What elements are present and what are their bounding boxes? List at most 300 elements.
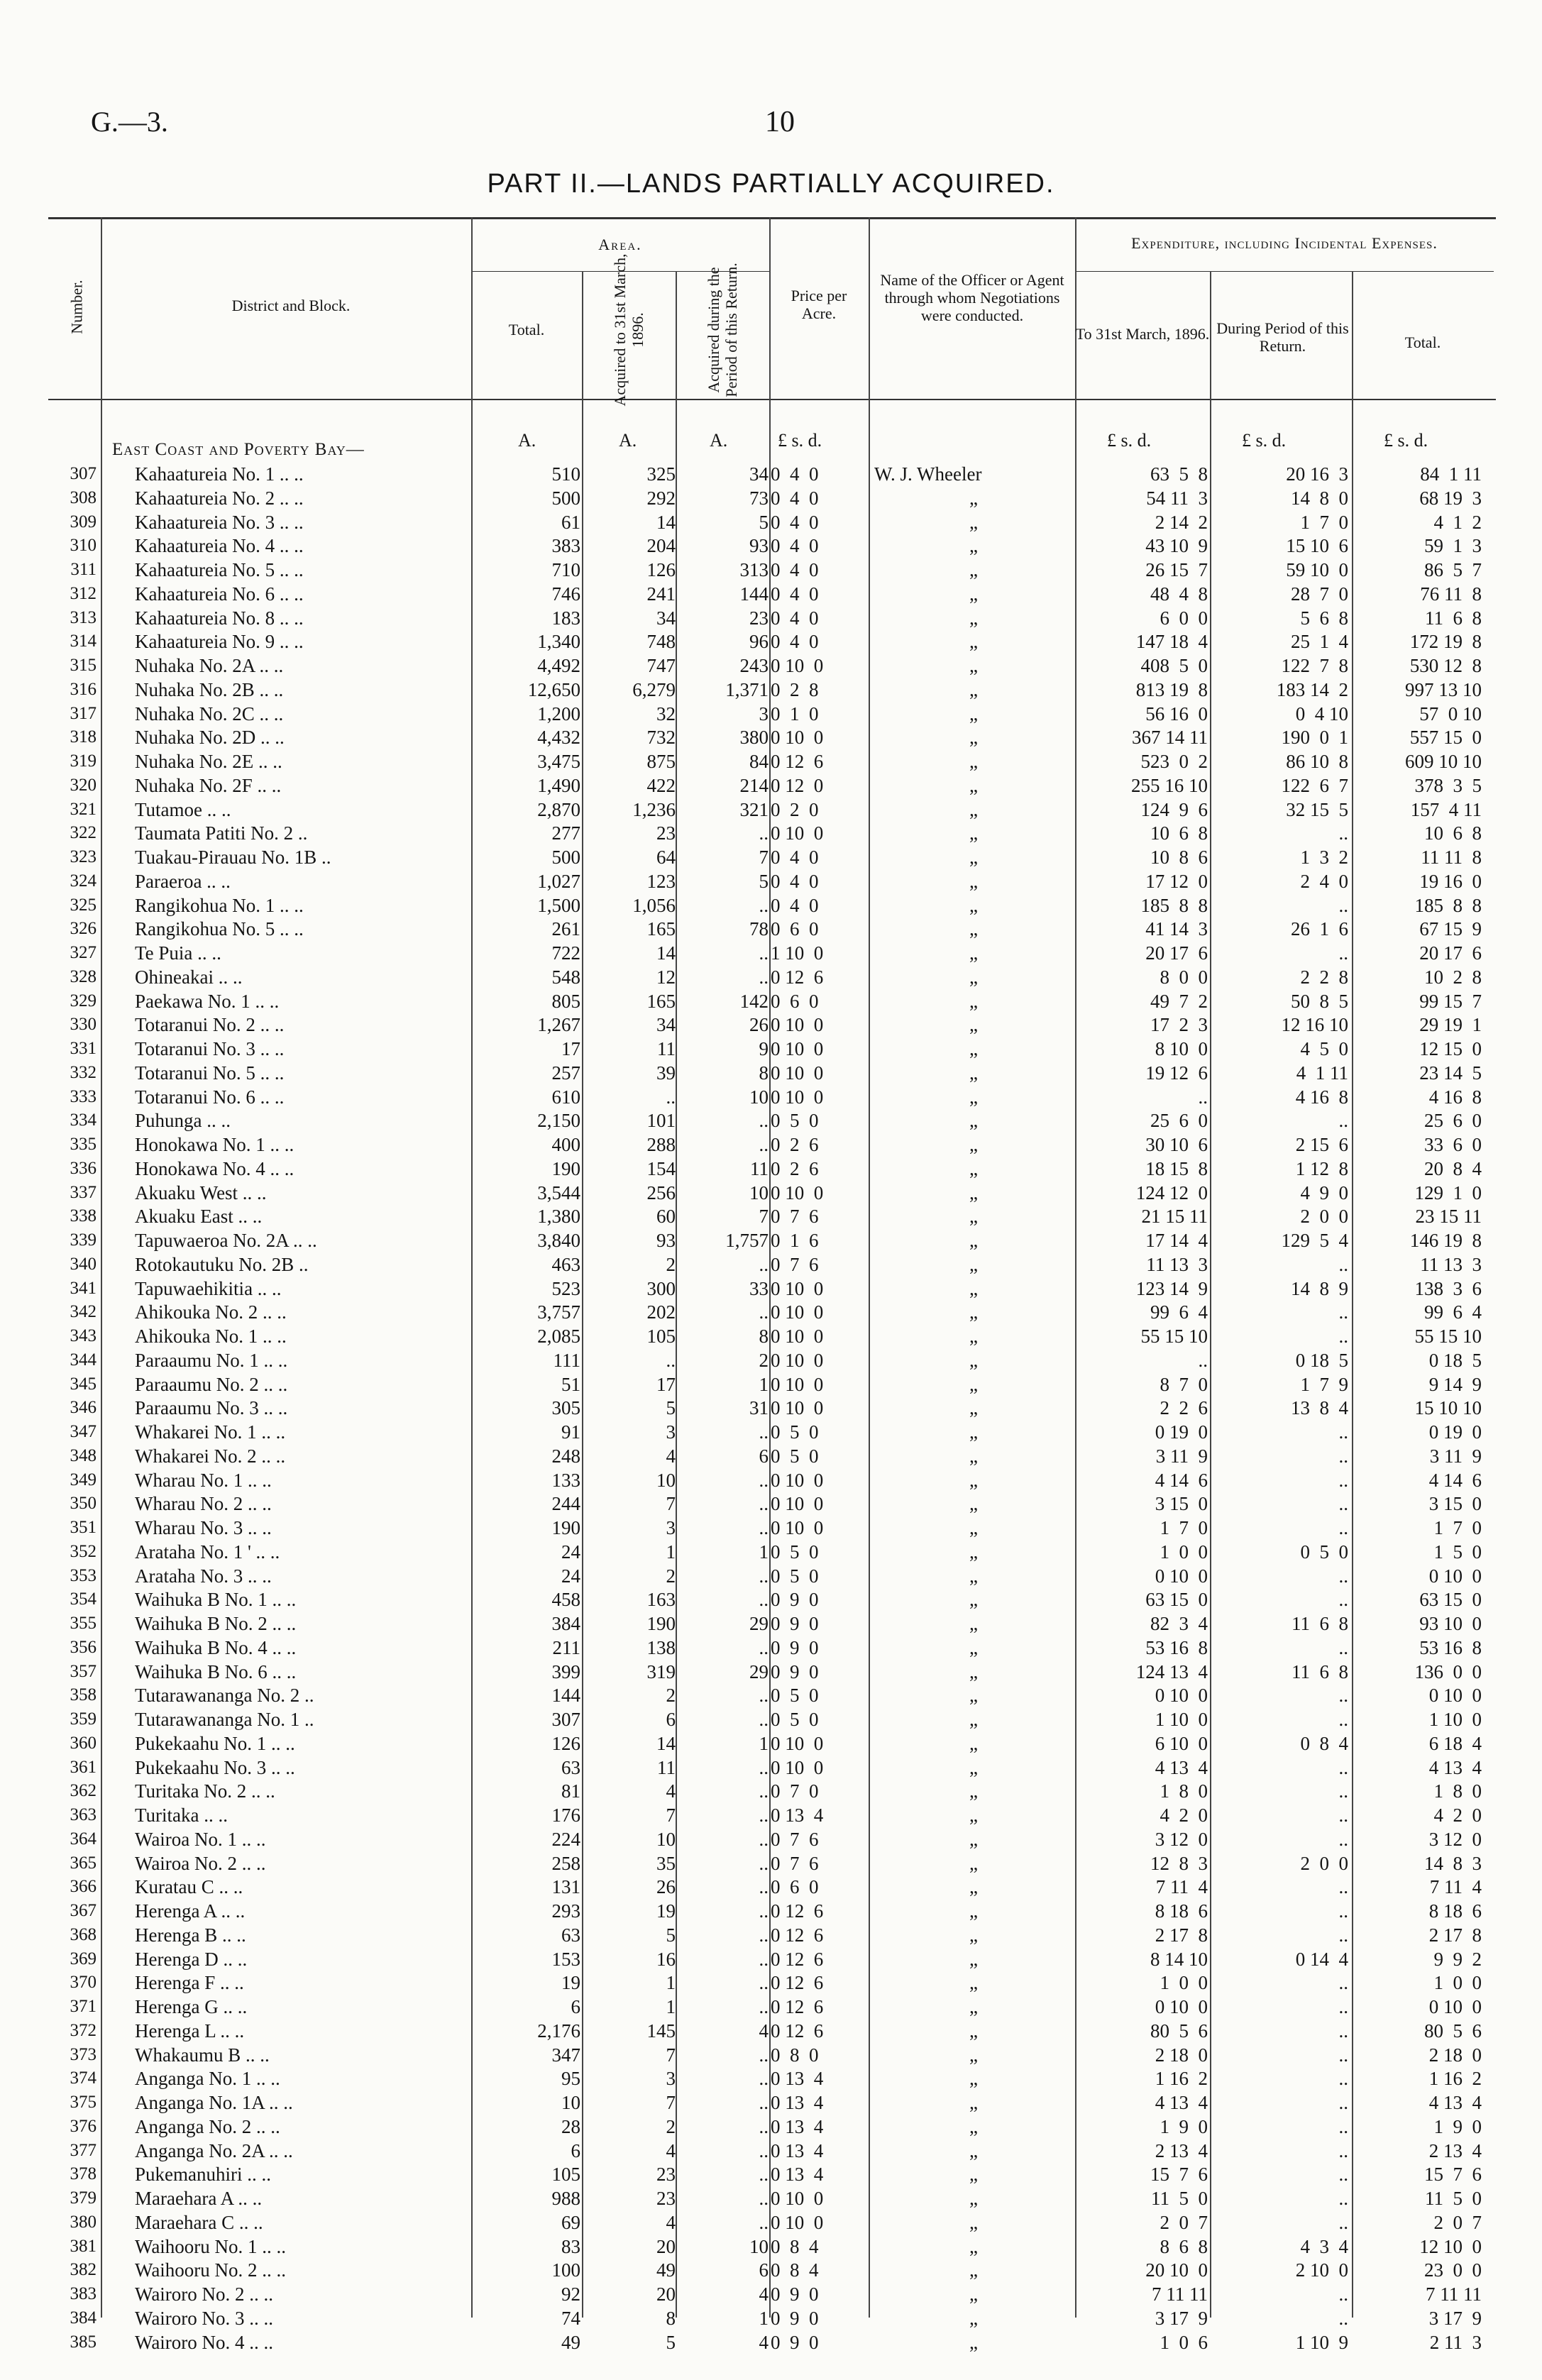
row-number: 340	[70, 1254, 97, 1274]
district-block: Kahaatureia No. 1 .. ..	[135, 463, 304, 485]
table-row	[0, 725, 1542, 749]
officer-name: „	[969, 894, 978, 916]
expenditure-subheader-rule	[1075, 271, 1494, 272]
price-per-acre: 0 4 0	[771, 487, 819, 509]
row-number: 318	[70, 727, 97, 747]
expenditure-to-march: 124 13 4	[1135, 1660, 1208, 1682]
price-per-acre: 0 10 0	[771, 655, 824, 676]
area-total: 144	[551, 1685, 580, 1707]
district-block: Wharau No. 1 .. ..	[135, 1469, 272, 1491]
price-per-acre: 0 12 6	[771, 2020, 824, 2042]
row-number: 357	[70, 1661, 97, 1681]
expenditure-total: 3 11 9	[1429, 1445, 1482, 1467]
expenditure-to-march: 8 7 0	[1160, 1373, 1208, 1395]
expenditure-during: 129 5 4	[1281, 1230, 1348, 1251]
area-total: 63	[561, 1924, 580, 1946]
area-acquired-to: 2	[666, 1253, 676, 1275]
price-per-acre: 0 10 0	[771, 1301, 824, 1323]
expenditure-during: ..	[1338, 942, 1348, 964]
expenditure-total: 86 5 7	[1424, 559, 1482, 580]
area-total: 4,432	[537, 727, 580, 749]
area-acquired-to: 319	[646, 1660, 676, 1682]
expenditure-total: 23 14 5	[1419, 1062, 1482, 1084]
district-block: Anganga No. 2 .. ..	[135, 2115, 280, 2137]
area-acquired-during: 1,371	[725, 678, 769, 700]
officer-name: „	[969, 1086, 978, 1108]
row-number: 333	[70, 1086, 97, 1106]
row-number: 317	[70, 703, 97, 723]
area-acquired-to: 23	[656, 822, 676, 844]
area-acquired-to: 49	[656, 2259, 676, 2281]
area-acquired-during: 10	[749, 1181, 769, 1203]
row-number: 363	[70, 1805, 97, 1824]
price-per-acre: 0 9 0	[771, 1660, 819, 1682]
row-number: 326	[70, 919, 97, 939]
area-acquired-to: 300	[646, 1277, 676, 1299]
area-acquired-to: ..	[666, 1086, 676, 1108]
area-acquired-during: 8	[759, 1062, 769, 1084]
table-row	[0, 1516, 1542, 1540]
area-acquired-during: 96	[749, 631, 769, 653]
district-block: Wharau No. 3 .. ..	[135, 1517, 272, 1538]
table-row	[0, 2258, 1542, 2282]
expenditure-total: 172 19 8	[1409, 631, 1482, 653]
expenditure-total: 7 11 11	[1426, 2283, 1482, 2305]
expenditure-to-march: 41 14 3	[1145, 918, 1208, 940]
area-acquired-to: 34	[656, 1014, 676, 1036]
area-acquired-during: 142	[739, 990, 769, 1012]
area-acquired-during: 73	[749, 487, 769, 509]
area-acquired-during: 6	[759, 2259, 769, 2281]
area-acquired-during: ..	[759, 1636, 769, 1658]
officer-name: „	[969, 1397, 978, 1419]
expenditure-to-march: 80 5 6	[1150, 2020, 1208, 2042]
area-acquired-during: 29	[749, 1613, 769, 1634]
price-per-acre: 0 7 0	[771, 1780, 819, 1802]
district-block: Paekawa No. 1 .. ..	[135, 990, 280, 1012]
area-total: 1,490	[537, 774, 580, 796]
expenditure-total: 1 0 0	[1433, 1972, 1482, 1994]
area-total: 3,840	[537, 1230, 580, 1251]
row-number: 368	[70, 1924, 97, 1944]
expenditure-to-march: 20 10 0	[1145, 2259, 1208, 2281]
expenditure-total: 6 18 4	[1428, 1732, 1482, 1754]
expenditure-during: ..	[1338, 1828, 1348, 1850]
expenditure-total: 146 19 8	[1409, 1230, 1482, 1251]
table-row	[0, 1540, 1542, 1564]
officer-name: „	[969, 918, 978, 940]
table-row	[0, 1324, 1542, 1348]
expenditure-to-march: 2 18 0	[1155, 2044, 1208, 2066]
price-per-acre: 0 4 0	[771, 535, 819, 557]
district-block: Rangikohua No. 1 .. ..	[135, 894, 304, 916]
expenditure-during: 122 6 7	[1281, 774, 1348, 796]
area-acquired-to: 138	[646, 1636, 676, 1658]
area-total: 6	[571, 1996, 580, 2017]
area-total: 3,544	[537, 1181, 580, 1203]
table-row	[0, 510, 1542, 534]
table-row	[0, 773, 1542, 798]
expenditure-to-march: ..	[1198, 1349, 1208, 1371]
price-per-acre: 0 1 0	[771, 703, 819, 725]
officer-name: „	[969, 2044, 978, 2066]
area-acquired-to: 2	[666, 1565, 676, 1587]
table-row	[0, 1277, 1542, 1301]
district-block: Taumata Patiti No. 2 ..	[135, 822, 308, 844]
officer-name: „	[969, 2139, 978, 2161]
expenditure-total: 2 17 8	[1428, 1924, 1482, 1946]
district-block: Kahaatureia No. 8 .. ..	[135, 607, 304, 629]
expenditure-to-march: 8 10 0	[1155, 1038, 1208, 1059]
expenditure-total: 4 13 4	[1428, 1756, 1482, 1778]
area-acquired-to: 34	[656, 607, 676, 629]
officer-name: „	[969, 2211, 978, 2233]
area-acquired-during: 33	[749, 1277, 769, 1299]
district-block: Honokawa No. 4 .. ..	[135, 1157, 294, 1179]
expenditure-during: ..	[1338, 1996, 1348, 2017]
district-block: Arataha No. 3 .. ..	[135, 1565, 272, 1587]
price-per-acre: 0 10 0	[771, 1086, 824, 1108]
area-acquired-to: 5	[666, 2331, 676, 2353]
area-total: 458	[551, 1589, 580, 1611]
area-total: 224	[551, 1828, 580, 1850]
district-block: Nuhaka No. 2A .. ..	[135, 655, 284, 676]
officer-name: „	[969, 655, 978, 676]
officer-name: „	[969, 487, 978, 509]
district-block: Honokawa No. 1 .. ..	[135, 1134, 294, 1155]
district-block: Wairoro No. 4 .. ..	[135, 2331, 274, 2353]
expenditure-to-march: 523 0 2	[1140, 751, 1208, 772]
area-acquired-during: 5	[759, 870, 769, 892]
row-number: 380	[70, 2212, 97, 2232]
expenditure-during: ..	[1338, 1876, 1348, 1898]
price-per-acre: 0 8 4	[771, 2259, 819, 2281]
area-total: 153	[551, 1948, 580, 1970]
district-block: Anganga No. 1A .. ..	[135, 2092, 293, 2113]
price-per-acre: 0 4 0	[771, 607, 819, 629]
row-number: 358	[70, 1685, 97, 1705]
price-per-acre: 0 10 0	[771, 1732, 824, 1754]
expenditure-during: ..	[1338, 1301, 1348, 1323]
expenditure-during: ..	[1338, 1493, 1348, 1515]
area-acquired-to: 1,236	[632, 798, 676, 820]
table-row	[0, 1396, 1542, 1420]
officer-name: „	[969, 1685, 978, 1707]
area-total: 347	[551, 2044, 580, 2066]
row-number: 351	[70, 1518, 97, 1537]
expenditure-to-march: 3 12 0	[1155, 1828, 1208, 1850]
officer-name: „	[969, 1852, 978, 1874]
row-number: 331	[70, 1039, 97, 1058]
officer-name: „	[969, 1613, 978, 1634]
officer-name: „	[969, 1373, 978, 1395]
table-row	[0, 1085, 1542, 1109]
officer-name: „	[969, 1972, 978, 1994]
district-block: Pukemanuhiri .. ..	[135, 2164, 271, 2186]
district-block: Wairoa No. 2 .. ..	[135, 1852, 266, 1874]
area-acquired-to: 14	[656, 1732, 676, 1754]
expenditure-total: 29 19 1	[1419, 1014, 1482, 1036]
expenditure-to-march: 1 0 0	[1160, 1541, 1208, 1563]
expenditure-to-march: 2 2 6	[1160, 1397, 1208, 1419]
area-total: 100	[551, 2259, 580, 2281]
price-per-acre: 0 5 0	[771, 1421, 819, 1443]
row-number: 352	[70, 1541, 97, 1561]
expenditure-to-march: 1 10 0	[1155, 1709, 1208, 1730]
row-number: 342	[70, 1302, 97, 1322]
district-block: Wharau No. 2 .. ..	[135, 1493, 272, 1515]
area-acquired-during: ..	[759, 1469, 769, 1491]
area-acquired-to: 747	[646, 655, 676, 676]
expenditure-during: ..	[1338, 894, 1348, 916]
price-per-acre: 0 2 6	[771, 1134, 819, 1155]
district-block: Tutarawananga No. 1 ..	[135, 1709, 314, 1730]
expenditure-to-march: 17 2 3	[1150, 1014, 1208, 1036]
area-acquired-during: ..	[759, 1972, 769, 1994]
table-row	[0, 1683, 1542, 1707]
officer-name: „	[969, 751, 978, 772]
table-row	[0, 606, 1542, 630]
price-per-acre: 0 10 0	[771, 1397, 824, 1419]
area-acquired-to: 64	[656, 847, 676, 868]
area-acquired-to: 2	[666, 1685, 676, 1707]
expenditure-during: ..	[1338, 2164, 1348, 2186]
expenditure-total: 3 17 9	[1428, 2307, 1482, 2329]
table-row	[0, 1252, 1542, 1277]
expenditure-to-march: 4 13 4	[1155, 1756, 1208, 1778]
row-number: 375	[70, 2093, 97, 2112]
price-per-acre: 0 8 4	[771, 2235, 819, 2257]
table-row	[0, 1971, 1542, 1995]
expenditure-during: 1 7 0	[1300, 511, 1348, 533]
row-number: 347	[70, 1422, 97, 1441]
area-acquired-during: ..	[759, 2068, 769, 2090]
expenditure-during: ..	[1338, 2020, 1348, 2042]
expenditure-to-march: 30 10 6	[1145, 1134, 1208, 1155]
district-block: Totaranui No. 6 .. ..	[135, 1086, 285, 1108]
area-total: 2,085	[537, 1326, 580, 1347]
expenditure-to-march: 99 6 4	[1150, 1301, 1208, 1323]
area-total: 305	[551, 1397, 580, 1419]
expenditure-during: 28 7 0	[1291, 583, 1348, 605]
area-acquired-during: ..	[759, 1589, 769, 1611]
expenditure-during: 12 16 10	[1281, 1014, 1348, 1036]
price-per-acre: 0 9 0	[771, 1613, 819, 1634]
area-acquired-to: 748	[646, 631, 676, 653]
area-acquired-to: 32	[656, 703, 676, 725]
area-acquired-during: 243	[739, 655, 769, 676]
unit-exp-total: £ s. d.	[1384, 430, 1428, 451]
area-acquired-to: 12	[656, 966, 676, 988]
expenditure-during: 183 14 2	[1276, 678, 1348, 700]
expenditure-total: 129 1 0	[1414, 1181, 1482, 1203]
price-per-acre: 0 4 0	[771, 894, 819, 916]
row-number: 356	[70, 1637, 97, 1657]
area-acquired-to: 204	[646, 535, 676, 557]
page-title: PART II.—LANDS PARTIALLY ACQUIRED.	[487, 169, 1055, 199]
district-block: Paraeroa .. ..	[135, 870, 231, 892]
expenditure-during: 2 15 6	[1295, 1134, 1348, 1155]
row-number: 373	[70, 2044, 97, 2064]
expenditure-to-march: 20 17 6	[1145, 942, 1208, 964]
expenditure-during: ..	[1338, 1780, 1348, 1802]
price-per-acre: 0 12 6	[771, 1924, 824, 1946]
expenditure-total: 15 7 6	[1424, 2164, 1482, 2186]
area-acquired-during: ..	[759, 942, 769, 964]
expenditure-during: 0 8 4	[1300, 1732, 1348, 1754]
expenditure-to-march: 8 6 8	[1160, 2235, 1208, 2257]
officer-name: „	[969, 1636, 978, 1658]
table-row	[0, 534, 1542, 558]
expenditure-to-march: 11 5 0	[1151, 2188, 1208, 2209]
table-row	[0, 1756, 1542, 1780]
district-block: Waihuka B No. 2 .. ..	[135, 1613, 297, 1634]
area-total: 293	[551, 1900, 580, 1922]
expenditure-to-march: 43 10 9	[1145, 535, 1208, 557]
row-number: 316	[70, 679, 97, 699]
expenditure-during: 0 14 4	[1295, 1948, 1348, 1970]
area-acquired-to: 126	[646, 559, 676, 580]
expenditure-during: ..	[1338, 1900, 1348, 1922]
area-acquired-during: ..	[759, 1421, 769, 1443]
price-per-acre: 0 10 0	[771, 1469, 824, 1491]
area-acquired-to: 422	[646, 774, 676, 796]
expenditure-during: 1 7 9	[1300, 1373, 1348, 1395]
area-acquired-during: 7	[759, 1206, 769, 1228]
officer-name: „	[969, 1732, 978, 1754]
officer-name: „	[969, 559, 978, 580]
expenditure-total: 80 5 6	[1424, 2020, 1482, 2042]
officer-name: „	[969, 1660, 978, 1682]
officer-name: „	[969, 1277, 978, 1299]
area-acquired-to: 11	[657, 1756, 676, 1778]
expenditure-total: 11 13 3	[1420, 1253, 1482, 1275]
area-acquired-to: 11	[657, 1038, 676, 1059]
expenditure-to-march: 124 9 6	[1140, 798, 1208, 820]
row-number: 315	[70, 656, 97, 675]
price-per-acre: 0 12 0	[771, 774, 824, 796]
officer-name: „	[969, 2235, 978, 2257]
expenditure-total: 12 15 0	[1419, 1038, 1482, 1059]
price-per-acre: 0 13 4	[771, 2139, 824, 2161]
area-acquired-during: ..	[759, 1876, 769, 1898]
area-total: 1,340	[537, 631, 580, 653]
area-acquired-during: 214	[739, 774, 769, 796]
district-block: Paraaumu No. 1 .. ..	[135, 1349, 288, 1371]
header-number: Number.	[67, 280, 86, 334]
district-block: Waihuka B No. 6 .. ..	[135, 1660, 297, 1682]
district-block: Rangikohua No. 5 .. ..	[135, 918, 304, 940]
district-block: Paraaumu No. 2 .. ..	[135, 1373, 288, 1395]
area-total: 400	[551, 1134, 580, 1155]
officer-name: „	[969, 1805, 978, 1826]
price-per-acre: 0 9 0	[771, 2307, 819, 2329]
table-row	[0, 1037, 1542, 1061]
expenditure-to-march: 10 8 6	[1150, 847, 1208, 868]
expenditure-to-march: 147 18 4	[1135, 631, 1208, 653]
row-number: 330	[70, 1015, 97, 1035]
expenditure-to-march: 63 5 8	[1150, 463, 1208, 485]
expenditure-during: 1 12 8	[1295, 1157, 1348, 1179]
area-acquired-during: 1	[759, 1373, 769, 1395]
expenditure-total: 8 18 6	[1428, 1900, 1482, 1922]
officer-name: „	[969, 1924, 978, 1946]
expenditure-total: 2 11 3	[1429, 2331, 1482, 2353]
row-number: 327	[70, 943, 97, 962]
expenditure-to-march: 1 9 0	[1160, 2115, 1208, 2137]
area-acquired-during: 1,757	[725, 1230, 769, 1251]
table-row	[0, 2162, 1542, 2186]
expenditure-total: 1 5 0	[1433, 1541, 1482, 1563]
officer-name: „	[969, 1565, 978, 1587]
district-block: Kahaatureia No. 3 .. ..	[135, 511, 304, 533]
price-per-acre: 0 10 0	[771, 1517, 824, 1538]
officer-name: „	[969, 1206, 978, 1228]
page-number: 10	[765, 106, 795, 138]
price-per-acre: 0 13 4	[771, 2092, 824, 2113]
area-total: 2,870	[537, 798, 580, 820]
district-block: Herenga A .. ..	[135, 1900, 246, 1922]
officer-name: „	[969, 798, 978, 820]
area-acquired-to: 732	[646, 727, 676, 749]
expenditure-to-march: 0 19 0	[1155, 1421, 1208, 1443]
price-per-acre: 0 7 6	[771, 1852, 819, 1874]
header-officer: Name of the Officer or Agent through whom Negotiations were conducted.	[880, 271, 1064, 324]
expenditure-total: 9 9 2	[1433, 1948, 1482, 1970]
area-acquired-to: 325	[646, 463, 676, 485]
area-total: 805	[551, 990, 580, 1012]
officer-name: „	[969, 1134, 978, 1155]
price-per-acre: 0 2 0	[771, 798, 819, 820]
table-row	[0, 1420, 1542, 1444]
expenditure-total: 157 4 11	[1410, 798, 1482, 820]
expenditure-total: 20 8 4	[1424, 1157, 1482, 1179]
officer-name: „	[969, 1326, 978, 1347]
expenditure-during: 14 8 0	[1291, 487, 1348, 509]
expenditure-during: 11 6 8	[1292, 1613, 1348, 1634]
area-total: 190	[551, 1157, 580, 1179]
price-per-acre: 0 9 0	[771, 2283, 819, 2305]
expenditure-total: 76 11 8	[1420, 583, 1482, 605]
expenditure-to-march: 6 0 0	[1160, 607, 1208, 629]
expenditure-to-march: 2 17 8	[1155, 1924, 1208, 1946]
expenditure-total: 11 11 8	[1421, 847, 1482, 868]
expenditure-during: ..	[1338, 1756, 1348, 1778]
row-number: 307	[70, 464, 97, 483]
area-acquired-to: 6	[666, 1709, 676, 1730]
table-row	[0, 2306, 1542, 2330]
district-block: Maraehara C .. ..	[135, 2211, 263, 2233]
area-acquired-to: 20	[656, 2235, 676, 2257]
district-block: Kahaatureia No. 5 .. ..	[135, 559, 304, 580]
price-per-acre: 0 5 0	[771, 1565, 819, 1587]
area-total: 28	[561, 2115, 580, 2137]
area-acquired-during: ..	[759, 1134, 769, 1155]
area-acquired-during: ..	[759, 1565, 769, 1587]
district-block: Herenga F .. ..	[135, 1972, 244, 1994]
officer-name: „	[969, 1589, 978, 1611]
expenditure-during: 1 3 2	[1300, 847, 1348, 868]
officer-name: „	[969, 870, 978, 892]
expenditure-total: 93 10 0	[1419, 1613, 1482, 1634]
expenditure-total: 11 5 0	[1425, 2188, 1482, 2209]
district-block: Whakarei No. 1 .. ..	[135, 1421, 286, 1443]
table-row	[0, 2282, 1542, 2306]
officer-name: „	[969, 1541, 978, 1563]
area-acquired-during: 9	[759, 1038, 769, 1059]
area-acquired-during: 31	[749, 1397, 769, 1419]
expenditure-total: 15 10 10	[1414, 1397, 1482, 1419]
